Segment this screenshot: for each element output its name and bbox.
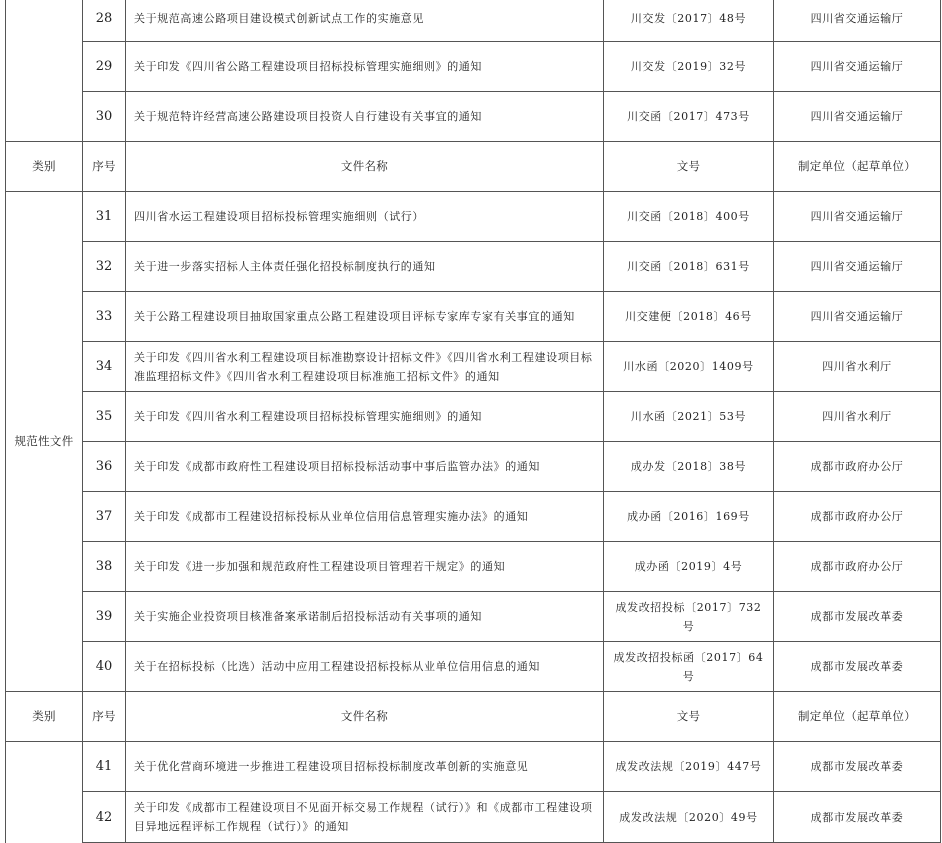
document-number: 成发改招投标函〔2017〕64号 <box>604 642 774 692</box>
header-doc-number: 文号 <box>604 692 774 742</box>
document-name: 关于优化营商环境进一步推进工程建设项目招标投标制度改革创新的实施意见 <box>126 742 604 792</box>
header-doc-number: 文号 <box>604 142 774 192</box>
category-cell: 规范性文件 <box>6 192 83 692</box>
document-name: 关于规范高速公路项目建设模式创新试点工作的实施意见 <box>126 0 604 42</box>
document-number: 成发改招投标〔2017〕732号 <box>604 592 774 642</box>
document-number: 成发改法规〔2020〕49号 <box>604 792 774 843</box>
document-number: 川交发〔2017〕48号 <box>604 0 774 42</box>
issuing-unit: 成都市发展改革委 <box>774 792 941 843</box>
row-number: 29 <box>83 42 126 92</box>
document-number: 川水函〔2021〕53号 <box>604 392 774 442</box>
row-number: 41 <box>83 742 126 792</box>
document-number: 川交函〔2018〕400号 <box>604 192 774 242</box>
document-name: 关于印发《成都市工程建设项目不见面开标交易工作规程（试行）》和《成都市工程建设项目异地远程评标工作规程（试行）》的通知 <box>126 792 604 843</box>
document-name: 关于印发《四川省水利工程建设项目标准勘察设计招标文件》《四川省水利工程建设项目标准监理招标文件》《四川省水利工程建设项目标准施工招标文件》的通知 <box>126 342 604 392</box>
document-number: 川交建便〔2018〕46号 <box>604 292 774 342</box>
document-name: 关于印发《四川省水利工程建设项目招标投标管理实施细则》的通知 <box>126 392 604 442</box>
header-number: 序号 <box>83 142 126 192</box>
issuing-unit: 四川省水利厅 <box>774 392 941 442</box>
document-name: 关于进一步落实招标人主体责任强化招投标制度执行的通知 <box>126 242 604 292</box>
table-row <box>6 742 941 792</box>
issuing-unit: 成都市政府办公厅 <box>774 492 941 542</box>
header-name: 文件名称 <box>126 692 604 742</box>
document-number: 川交函〔2018〕631号 <box>604 242 774 292</box>
table-row <box>6 392 941 442</box>
issuing-unit: 成都市发展改革委 <box>774 592 941 642</box>
document-number: 成发改法规〔2019〕447号 <box>604 742 774 792</box>
document-name: 关于印发《进一步加强和规范政府性工程建设项目管理若干规定》的通知 <box>126 542 604 592</box>
issuing-unit: 四川省交通运输厅 <box>774 42 941 92</box>
document-number: 成办发〔2018〕38号 <box>604 442 774 492</box>
regulations-table <box>5 0 941 843</box>
header-issuer: 制定单位（起草单位） <box>774 692 941 742</box>
document-name: 关于在招标投标（比选）活动中应用工程建设招标投标从业单位信用信息的通知 <box>126 642 604 692</box>
document-name: 关于规范特许经营高速公路建设项目投资人自行建设有关事宜的通知 <box>126 92 604 142</box>
issuing-unit: 成都市发展改革委 <box>774 742 941 792</box>
document-name: 四川省水运工程建设项目招标投标管理实施细则（试行） <box>126 192 604 242</box>
table-row <box>6 642 941 692</box>
row-number: 38 <box>83 542 126 592</box>
document-name: 关于印发《成都市政府性工程建设项目招标投标活动事中事后监管办法》的通知 <box>126 442 604 492</box>
table-header-row <box>6 142 941 192</box>
table-row <box>6 192 941 242</box>
header-number: 序号 <box>83 692 126 742</box>
row-number: 32 <box>83 242 126 292</box>
issuing-unit: 四川省交通运输厅 <box>774 92 941 142</box>
document-number: 川交函〔2017〕473号 <box>604 92 774 142</box>
header-category: 类别 <box>6 142 83 192</box>
table-header-row <box>6 692 941 742</box>
document-name: 关于印发《成都市工程建设招标投标从业单位信用信息管理实施办法》的通知 <box>126 492 604 542</box>
table-row <box>6 542 941 592</box>
table-row <box>6 442 941 492</box>
row-number: 42 <box>83 792 126 843</box>
row-number: 28 <box>83 0 126 42</box>
table-row <box>6 92 941 142</box>
row-number: 34 <box>83 342 126 392</box>
row-number: 40 <box>83 642 126 692</box>
category-cell <box>6 0 83 142</box>
header-name: 文件名称 <box>126 142 604 192</box>
issuing-unit: 成都市发展改革委 <box>774 642 941 692</box>
issuing-unit: 四川省交通运输厅 <box>774 292 941 342</box>
table-row <box>6 792 941 843</box>
table-row <box>6 0 941 42</box>
issuing-unit: 成都市政府办公厅 <box>774 542 941 592</box>
document-number: 川水函〔2020〕1409号 <box>604 342 774 392</box>
table-row <box>6 342 941 392</box>
row-number: 35 <box>83 392 126 442</box>
document-number: 川交发〔2019〕32号 <box>604 42 774 92</box>
table-row <box>6 592 941 642</box>
table-row <box>6 242 941 292</box>
category-cell <box>6 742 83 843</box>
issuing-unit: 四川省交通运输厅 <box>774 0 941 42</box>
document-name: 关于印发《四川省公路工程建设项目招标投标管理实施细则》的通知 <box>126 42 604 92</box>
document-number: 成办函〔2019〕4号 <box>604 542 774 592</box>
row-number: 37 <box>83 492 126 542</box>
table-row <box>6 42 941 92</box>
table-row <box>6 492 941 542</box>
row-number: 30 <box>83 92 126 142</box>
row-number: 39 <box>83 592 126 642</box>
table-row <box>6 292 941 342</box>
issuing-unit: 成都市政府办公厅 <box>774 442 941 492</box>
header-category: 类别 <box>6 692 83 742</box>
row-number: 36 <box>83 442 126 492</box>
issuing-unit: 四川省水利厅 <box>774 342 941 392</box>
issuing-unit: 四川省交通运输厅 <box>774 242 941 292</box>
row-number: 33 <box>83 292 126 342</box>
row-number: 31 <box>83 192 126 242</box>
document-number: 成办函〔2016〕169号 <box>604 492 774 542</box>
document-name: 关于实施企业投资项目核准备案承诺制后招投标活动有关事项的通知 <box>126 592 604 642</box>
issuing-unit: 四川省交通运输厅 <box>774 192 941 242</box>
document-name: 关于公路工程建设项目抽取国家重点公路工程建设项目评标专家库专家有关事宜的通知 <box>126 292 604 342</box>
header-issuer: 制定单位（起草单位） <box>774 142 941 192</box>
